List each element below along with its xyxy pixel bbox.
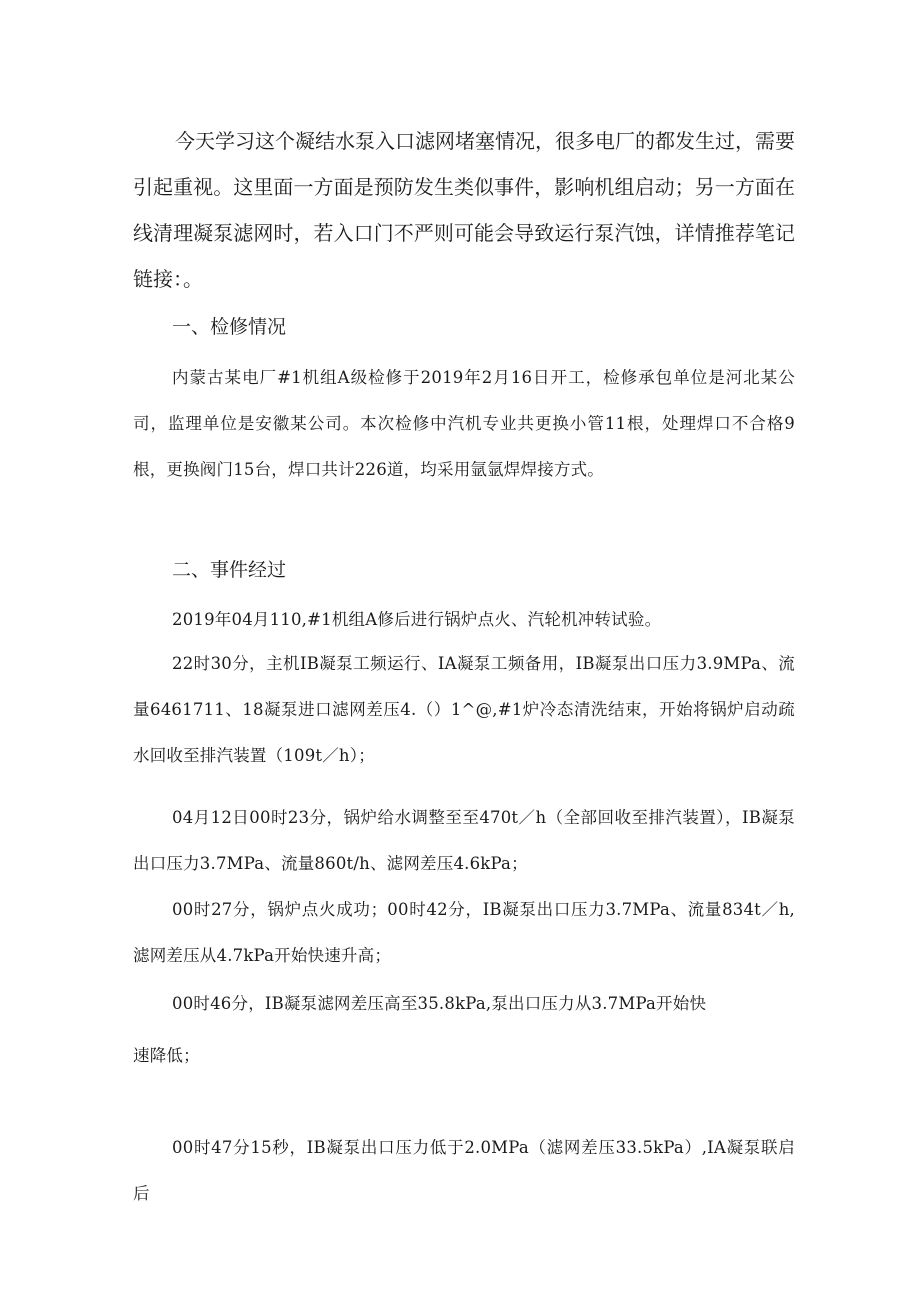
intro-paragraph: 今天学习这个凝结水泵入口滤网堵塞情况，很多电厂的都发生过，需要引起重视。这里面一方面是预防发生类似事件，影响机组启动；另一方面在线清理凝泵滤网时，若入口门不严则可能会导致运行泵汽蚀，详情推荐笔记链接：。 (133, 129, 795, 291)
event-paragraph: 22时30分，主机IB凝泵工频运行、IA凝泵工频备用，IB凝泵出口压力3.9MPa、流量6461711、18凝泵进口滤网差压4.（）1^@,#1炉冷态清洗结束，开始将锅炉启动疏水回收至排汽装置（109t／h）； (133, 654, 795, 765)
section-heading-event: 二、事件经过 (172, 559, 287, 581)
event-paragraph: 00时27分，锅炉点火成功；00时42分，IB凝泵出口压力3.7MPa、流量834t／h,滤网差压从4.7kPa开始快速升高； (133, 900, 795, 965)
maintenance-paragraph: 内蒙古某电厂#1机组A级检修于2019年2月16日开工，检修承包单位是河北某公司，监理单位是安徽某公司。本次检修中汽机专业共更换小管11根，处理焊口不合格9根，更换阀门15台，焊口共计226道，均采用氩氩焊焊接方式。 (133, 368, 795, 479)
event-paragraph: 04月12日00时23分，锅炉给水调整至至470t／h（全部回收至排汽装置），IB凝泵出口压力3.7MPa、流量860t/h、滤网差压4.6kPa； (133, 808, 795, 873)
event-paragraph: 00时47分15秒，IB凝泵出口压力低于2.0MPa（滤网差压33.5kPa）,IA凝泵联启后 (133, 1138, 795, 1203)
event-paragraph: 00时46分，IB凝泵滤网差压高至35.8kPa,泵出口压力从3.7MPa开始快 (172, 994, 707, 1013)
event-paragraph-continuation: 速降低； (133, 1046, 200, 1065)
event-paragraph: 2019年04月110,#1机组A修后进行锅炉点火、汽轮机冲转试验。 (172, 610, 662, 629)
section-heading-maintenance: 一、检修情况 (172, 316, 287, 338)
